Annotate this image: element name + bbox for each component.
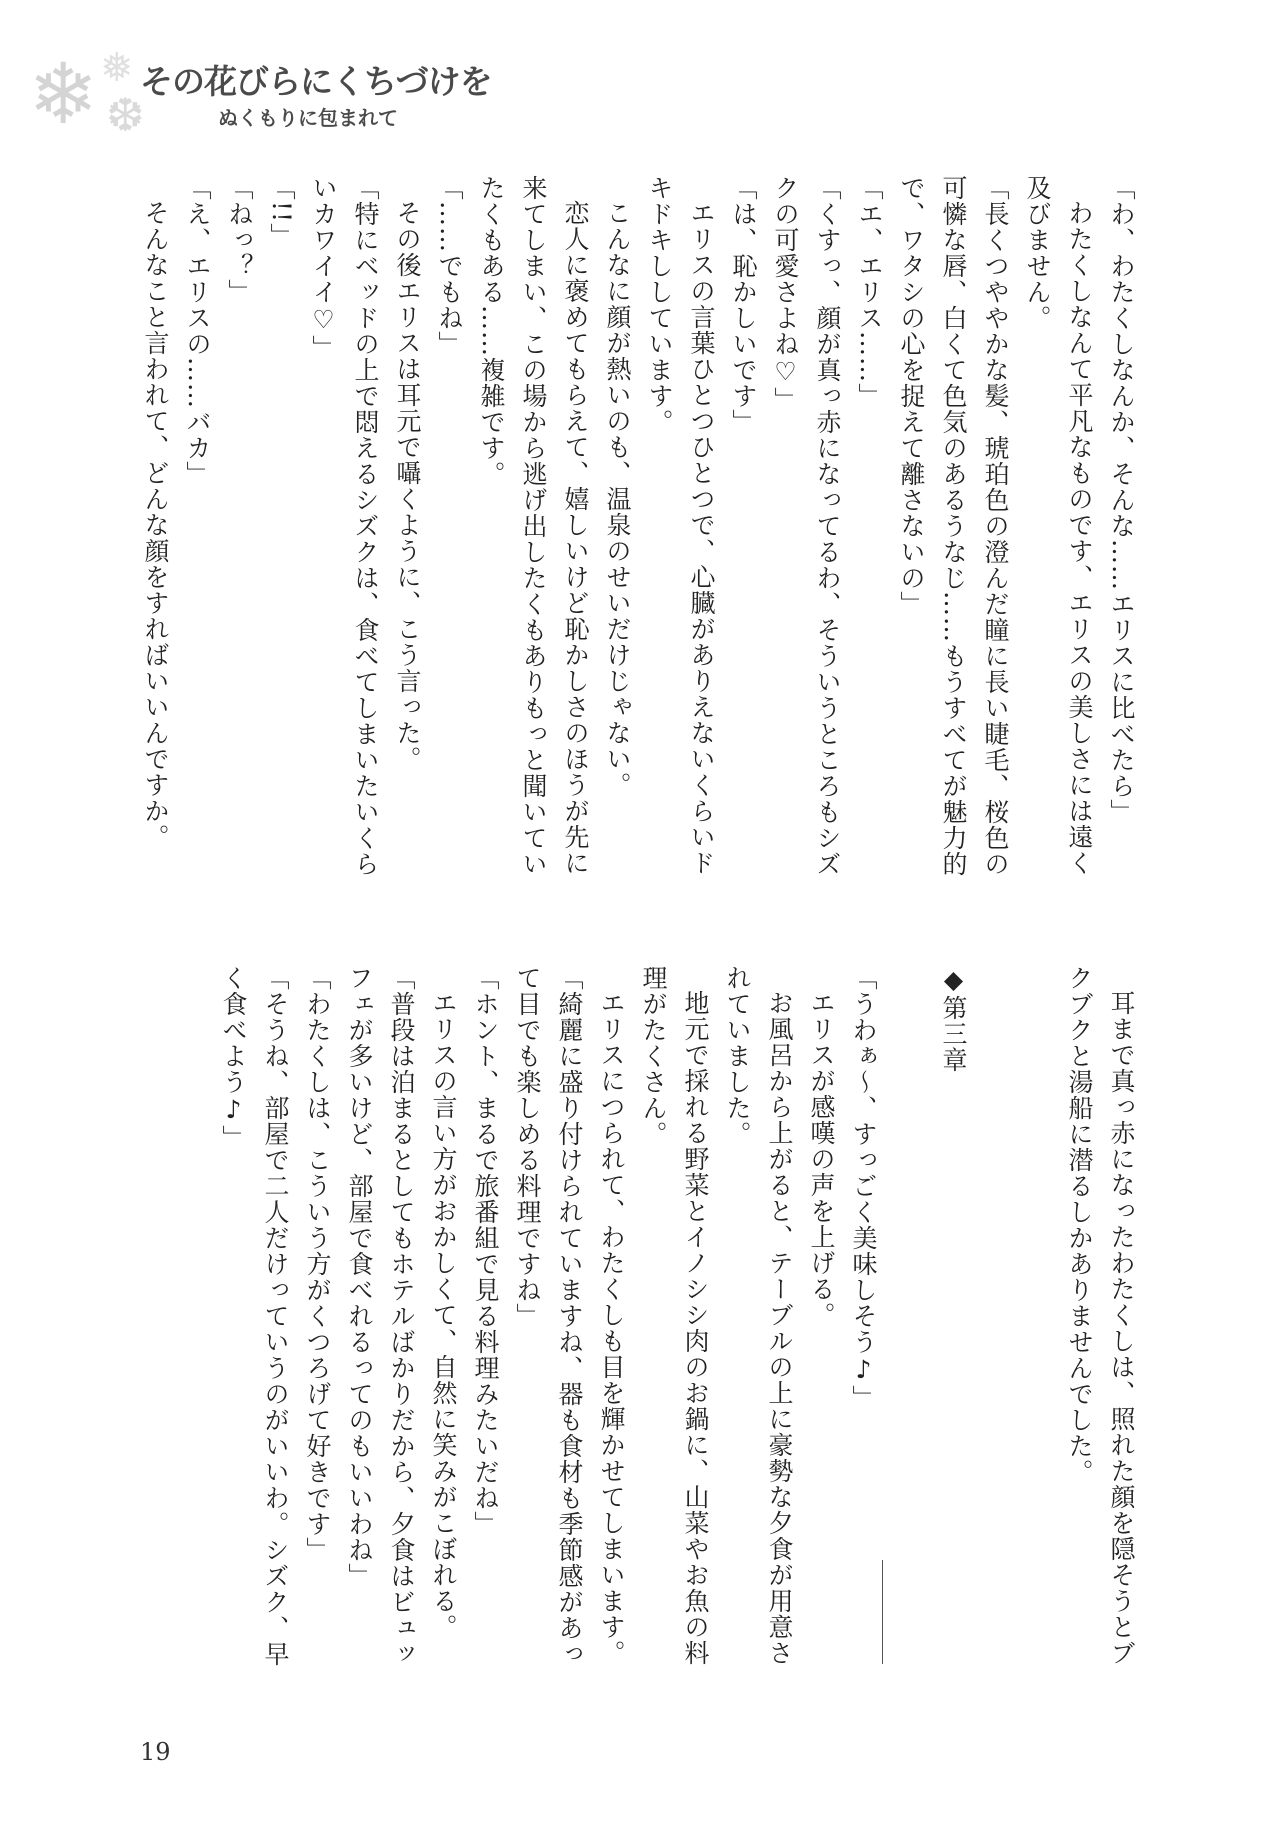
paragraph: 「ホント、まるで旅番組で見る料理みたいだね」 [471,965,500,1537]
paragraph: わたくしなんて平凡なものです、エリスの美しさには遠く及びません。 [1023,175,1094,876]
chapter-divider [882,1560,883,1664]
paragraph: 「綺麗に盛り付けられていますね、器も食材も季節感があって目でも楽しめる料理ですね」 [513,965,584,1667]
paragraph: エリスが感嘆の声を上げる。 [807,990,836,1328]
paragraph: 「わたくしは、こういう方がくつろげて好きです」 [303,965,332,1563]
paragraph: 「特にベッドの上で悶えるシズクは、食べてしまいたいくらいカワイイ♡」 [309,175,380,877]
paragraph: 「くすっ、顔が真っ赤になってるわ、そういうところもシズクの可愛さよね♡」 [771,175,842,877]
paragraph: 地元で採れる野菜とイノシシ肉のお鍋に、山菜やお魚の料理がたくさん。 [639,965,710,1666]
upper-text-block [134,175,1142,895]
paragraph: 「ねっ？」 [225,175,254,305]
paragraph: 「そうね、部屋で二人だけっていうのがいいわ。シズク、早く食べよう♪」 [219,965,290,1667]
paragraph: エリスの言葉ひとつひとつで、心臓がありえないくらいドキドキししています。 [645,175,716,876]
paragraph: エリスの言い方がおかしくて、自然に笑みがこぼれる。 [429,990,458,1640]
lower-text-block [212,965,1142,1680]
paragraph: 「……でもね」 [435,175,464,357]
book-header [18,40,492,150]
paragraph: そんなこと言われて、どんな顔をすればいいんですか。 [141,200,170,850]
paragraph: エリスにつられて、わたくしも目を輝かせてしまいます。 [597,990,626,1666]
chapter-heading: ◆第三章 [939,965,968,1073]
paragraph: 「うわぁ～、すっごく美味しそう♪」 [849,965,878,1411]
paragraph: 「は、恥かしいです」 [729,175,758,435]
snowflake-icon: ❆ [106,88,145,142]
snowflake-icon: ❅ [100,45,134,91]
book-title: その花びらにくちづけを [140,62,492,101]
paragraph: 「!!」 [267,175,296,250]
snowflake-icon: ❄ [28,45,99,143]
paragraph: 「え、エリスの……バカ」 [183,175,212,487]
paragraph: 恋人に褒めてもらえて、嬉しいけど恥かしさのほうが先に来てしまい、この場から逃げ出したくもありもっと聞いていたくもある……複雑です。 [477,175,590,877]
paragraph: 「わ、わたくしなんか、そんな……エリスに比べたら」 [1107,175,1136,825]
paragraph: 「普段は泊まるとしてもホテルばかりだから、夕食はビュッフェが多いけど、部屋で食べれるってのもいいわね」 [345,965,416,1667]
paragraph: 「エ、エリス……」 [855,175,884,409]
paragraph: こんなに顔が熱いのも、温泉のせいだけじゃない。 [603,200,632,798]
paragraph: 「長くつややかな髪、琥珀色の澄んだ瞳に長い睫毛、桜色の可憐な唇、白くて色気のあるうなじ……もうすべてが魅力的で、ワタシの心を捉えて離さないの」 [897,175,1010,877]
book-subtitle: ぬくもりに包まれて [218,106,398,130]
paragraph: その後エリスは耳元で囁くように、こう言った。 [393,200,422,772]
page-number: 19 [140,1738,171,1766]
paragraph: お風呂から上がると、テーブルの上に豪勢な夕食が用意されていました。 [723,965,794,1666]
paragraph: 耳まで真っ赤になったわたくしは、照れた顔を隠そうとブクブクと湯船に潜るしかありませんでした。 [1065,965,1136,1666]
